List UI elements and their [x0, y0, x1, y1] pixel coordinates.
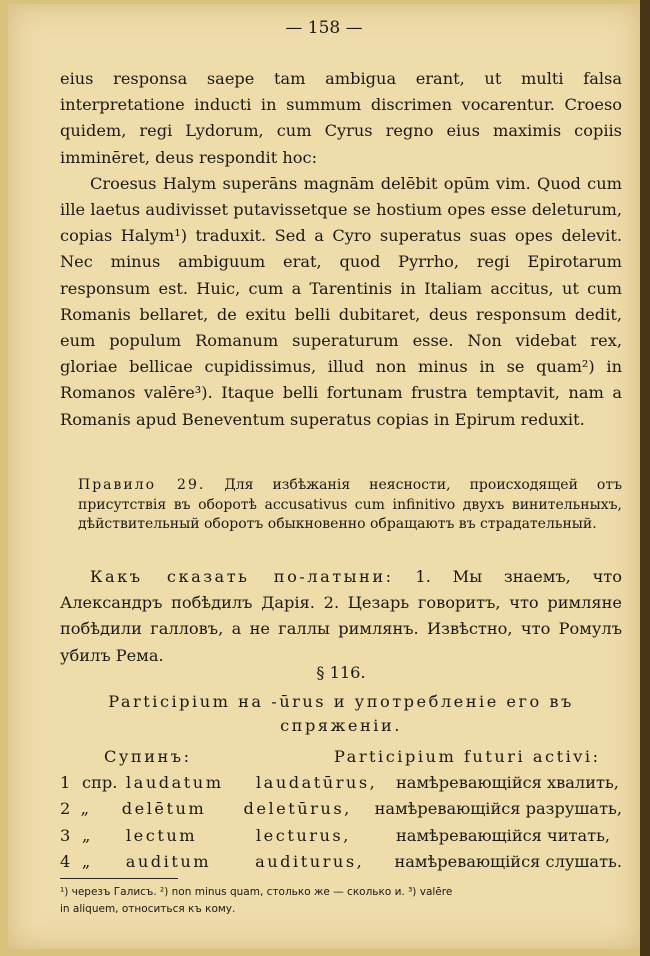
book-spine-edge: [640, 0, 650, 956]
rule-text: Для избѣжанія неясности, происходящей отъ присутствія въ оборотѣ accusativus cum infinitivo двухъ винительныхъ, дѣйствительный оборотъ обыкновенно обращаютъ въ страдательный.: [78, 477, 622, 532]
rule-heading: Правило 29.: [78, 477, 206, 493]
exercise-heading: Какъ сказать по-латыни:: [90, 567, 394, 586]
table-row: 1 спр. laudatum laudatūrus, намѣревающійся хвалить,: [60, 773, 619, 793]
table-head-supine: Супинъ:: [104, 747, 192, 766]
table-head-participle: Participium futuri activi:: [334, 747, 601, 766]
paragraph-1: eius responsa saepe tam ambigua erant, ut multi falsa interpretatione inducti in summum discrimen vocarentur. Croeso quidem, regi Lydorum, cum Cyrus regno eius maximis copiis imminēret, deus respondit hoc:: [60, 69, 622, 167]
page-number: — 158 —: [285, 18, 363, 38]
section-title-line-1: Participium на -ūrus и употребленіе его въ: [108, 692, 574, 711]
book-page: [8, 4, 640, 949]
footnote-divider: [60, 878, 178, 879]
table-row: 3 „ lectum lecturus, намѣревающійся читать,: [60, 825, 611, 845]
table-header: [60, 744, 622, 770]
paragraph-oracle: [60, 66, 622, 433]
footnotes: [60, 884, 622, 918]
paragraph-2: Croesus Halym superāns magnām delēbit opūm vim. Quod cum ille laetus audivisset putavissetque se hostium opes esse deleturum, copias Halym¹) traduxit. Sed a Cyro superatus suas opes delevit. Nec minus ambiguum erat, quod Pyrrho, regi Epirotarum responsum est. Huic, cum a Tarentinis in Italiam accitus, ut cum Romanis bellaret, de exitu belli dubitaret, deus responsum dedit, eum populum Romanum superaturum esse. Non videbat rex, gloriae bellicae cupidissimus, illud non minus in se quam²) in Romanos valēre³). Itaque belli fortunam frustra temptavit, nam a Romanis apud Beneventum superatus copias in Epirum reduxit.: [60, 173, 622, 429]
footnote-line-2: in aliquem, относиться къ кому.: [60, 903, 236, 915]
table-row: 4 „ auditum auditurus, намѣревающійся слушать.: [60, 851, 622, 871]
section-number: § 116.: [316, 663, 366, 682]
exercise: [60, 564, 622, 669]
rule-29: [78, 476, 622, 535]
exercise-text: 1. Мы знаемъ, что Александръ побѣдилъ Дарія. 2. Цезарь говоритъ, что римляне побѣдили галловъ, а не галлы римлянъ. Извѣстно, что Ромулъ убилъ Рема.: [60, 567, 622, 665]
section-title-line-2: спряженіи.: [280, 716, 402, 735]
footnote-line-1: ¹) черезъ Галисъ. ²) non minus quam, столько же — сколько и. ³) valēre: [60, 886, 453, 898]
table-row: 2 „ delētum deletūrus, намѣревающійся разрушать,: [60, 799, 622, 819]
conjugation-table: [60, 744, 622, 875]
